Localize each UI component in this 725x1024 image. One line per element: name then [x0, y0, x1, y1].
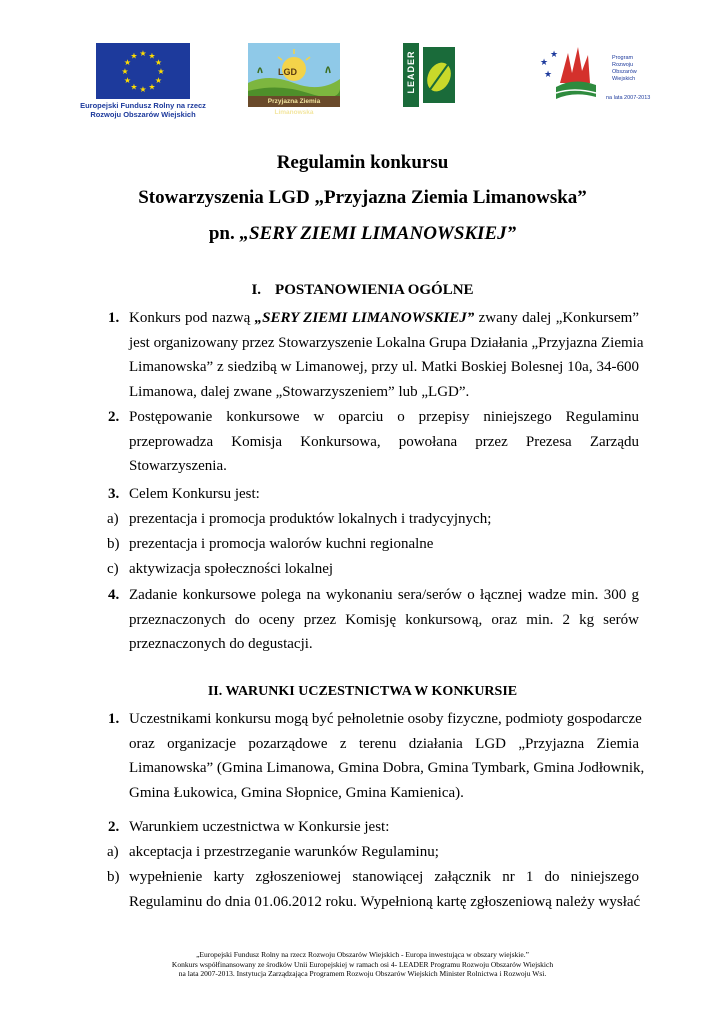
- prow-text: [612, 55, 672, 83]
- section-title: POSTANOWIENIA OGÓLNE: [275, 282, 474, 298]
- page-footer: [0, 950, 725, 979]
- svg-text:★: ★: [139, 85, 147, 94]
- text-line: prezentacja i promocja walorów kuchni regionalne: [129, 536, 434, 552]
- svg-text:★: ★: [121, 67, 129, 76]
- footer-line: na lata 2007-2013. Instytucja Zarządzająca Programem Rozwoju Obszarów Wiejskich Minister Rolnictwa i Rozwoju Wsi.: [178, 969, 547, 978]
- prow-text-line: Wiejskich: [612, 76, 636, 82]
- prow-logo: [538, 43, 658, 113]
- svg-text:★: ★: [123, 76, 132, 85]
- list-item: [129, 557, 639, 582]
- section-heading: II. WARUNKI UCZESTNICTWA W KONKURSIE: [207, 684, 518, 699]
- list-item: [129, 507, 639, 532]
- text-line: wypełnienie karty zgłoszeniowej stanowiącej załącznik nr 1 do niniejszego: [129, 869, 639, 885]
- section-heading: [0, 282, 725, 299]
- eu-caption: [70, 101, 216, 119]
- list-marker: a): [107, 511, 119, 527]
- prow-text-line: Program: [612, 55, 634, 61]
- text-line: akceptacja i przestrzeganie warunków Regulaminu;: [129, 844, 439, 860]
- prow-text-line: Rozwoju: [612, 62, 634, 68]
- list-item: [129, 532, 639, 557]
- text-line: przeznaczonych do degustacji.: [129, 636, 313, 652]
- list-marker: 1.: [108, 711, 120, 727]
- svg-text:★: ★: [550, 50, 559, 60]
- eu-stars-icon: [96, 43, 190, 99]
- list-marker: c): [107, 561, 119, 577]
- list-marker: a): [107, 844, 119, 860]
- list-marker: 4.: [108, 587, 120, 603]
- list-item: [129, 583, 639, 657]
- list-item: [129, 405, 639, 479]
- text-line: Gmina Łukowica, Gmina Słopnice, Gmina Kamienica).: [129, 784, 464, 801]
- section-number: I.: [251, 282, 262, 298]
- svg-text:★: ★: [139, 49, 147, 58]
- text-line: Limanowska” z siedzibą w Limanowej, przy ul. Matki Boskiej Bolesnej 10a, 34-600: [129, 359, 639, 375]
- footer-line: Konkurs współfinansowany ze środków Unii Europejskiej w ramach osi 4- LEADER Programu Rozwoju Obszarów Wiejskich: [171, 959, 554, 969]
- list-item: [129, 482, 639, 507]
- contest-name-prefix: pn.: [208, 223, 240, 244]
- eu-caption-line: Europejski Fundusz Rolny na rzecz: [80, 101, 206, 110]
- leader-leaf-icon: [403, 43, 459, 107]
- text-line: jest organizowany przez Stowarzyszenie Lokalna Grupa Działania „Przyjazna Ziemia: [129, 334, 644, 351]
- prow-text-line: Obszarów: [612, 69, 637, 75]
- svg-text:★: ★: [157, 67, 165, 76]
- text-line: Stowarzyszenia.: [129, 458, 227, 474]
- svg-text:★: ★: [123, 58, 132, 67]
- text-run: Konkurs pod nazwą: [129, 310, 255, 326]
- lgd-text: LGD: [278, 67, 297, 77]
- svg-text:★: ★: [148, 82, 156, 92]
- text-line: Zadanie konkursowe polega na wykonaniu sera/serów o łącznej wadze min. 300 g: [129, 587, 639, 603]
- svg-text:★: ★: [154, 58, 163, 67]
- svg-text:★: ★: [130, 82, 138, 92]
- svg-text:★: ★: [130, 51, 138, 61]
- list-item: [129, 840, 639, 865]
- leader-text: LEADER: [406, 50, 416, 94]
- text-line: Limanowska” (Gmina Limanowa, Gmina Dobra, Gmina Tymbark, Gmina Jodłownik,: [129, 760, 645, 776]
- eu-flag-icon: [96, 43, 190, 99]
- contest-name-italic: „SERY ZIEMI LIMANOWSKIEJ”: [239, 223, 517, 244]
- text-line: przeznaczonych do oceny przez Komisję konkursową, oraz min. 2 kg serów: [129, 611, 639, 628]
- list-item: [129, 306, 644, 404]
- list-item: [129, 815, 639, 840]
- eu-caption-line: Rozwoju Obszarów Wiejskich: [90, 110, 196, 119]
- text-line: Limanowa, dalej zwane „Stowarzyszeniem” lub „LGD”.: [129, 383, 470, 400]
- prow-years: na lata 2007-2013: [606, 95, 651, 101]
- list-item: [129, 707, 645, 805]
- logo-header: [0, 0, 725, 130]
- list-marker: b): [107, 869, 120, 885]
- eu-logo: [80, 43, 206, 119]
- lgd-logo: [248, 43, 340, 116]
- text-line: Uczestnikami konkursu mogą być pełnoletnie osoby fizyczne, podmioty gospodarcze: [129, 711, 642, 727]
- text-line: Postępowanie konkursowe w oparciu o przepisy niniejszego Regulaminu: [129, 409, 639, 425]
- footer-line: „Europejski Fundusz Rolny na rzecz Rozwoju Obszarów Wiejskich - Europa inwestująca w obszary wiejskie.”: [196, 950, 529, 959]
- text-line: Warunkiem uczestnictwa w Konkursie jest:: [129, 819, 390, 835]
- text-line: [129, 306, 639, 331]
- list-marker: 2.: [108, 819, 120, 835]
- list-item: [129, 865, 639, 914]
- svg-text:★: ★: [544, 70, 553, 80]
- list-marker: 3.: [108, 486, 120, 502]
- list-marker: b): [107, 536, 120, 552]
- svg-text:★: ★: [154, 76, 163, 85]
- text-line: oraz organizacje pozarządowe z terenu działania LGD „Przyjazna Ziemia: [129, 735, 639, 752]
- text-line: Regulaminu do dnia 01.06.2012 roku. Wypełnioną kartę zgłoszeniową należy wysłać: [129, 893, 641, 910]
- prow-emblem-icon: [538, 43, 610, 103]
- text-run: zwany dalej „Konkursem”: [474, 310, 639, 326]
- document-subtitle: Stowarzyszenia LGD „Przyjazna Ziemia Limanowska”: [138, 187, 587, 208]
- list-marker: 1.: [108, 310, 120, 326]
- text-line: aktywizacja społeczności lokalnej: [129, 561, 334, 577]
- text-line: Celem Konkursu jest:: [129, 486, 260, 502]
- lgd-label: Przyjazna Ziemia Limanowska: [248, 96, 340, 107]
- leader-logo: [403, 43, 459, 107]
- text-line: prezentacja i promocja produktów lokalnych i tradycyjnych;: [129, 511, 492, 527]
- document-title: Regulamin konkursu: [276, 152, 449, 173]
- contest-name-inline: „SERY ZIEMI LIMANOWSKIEJ”: [254, 310, 475, 326]
- contest-name: [0, 223, 725, 245]
- list-marker: 2.: [108, 409, 120, 425]
- lgd-landscape-icon: [248, 43, 340, 116]
- svg-text:★: ★: [148, 51, 156, 61]
- svg-text:★: ★: [540, 58, 549, 68]
- text-line: przeprowadza Komisja Konkursowa, powołana przez Prezesa Zarządu: [129, 433, 639, 450]
